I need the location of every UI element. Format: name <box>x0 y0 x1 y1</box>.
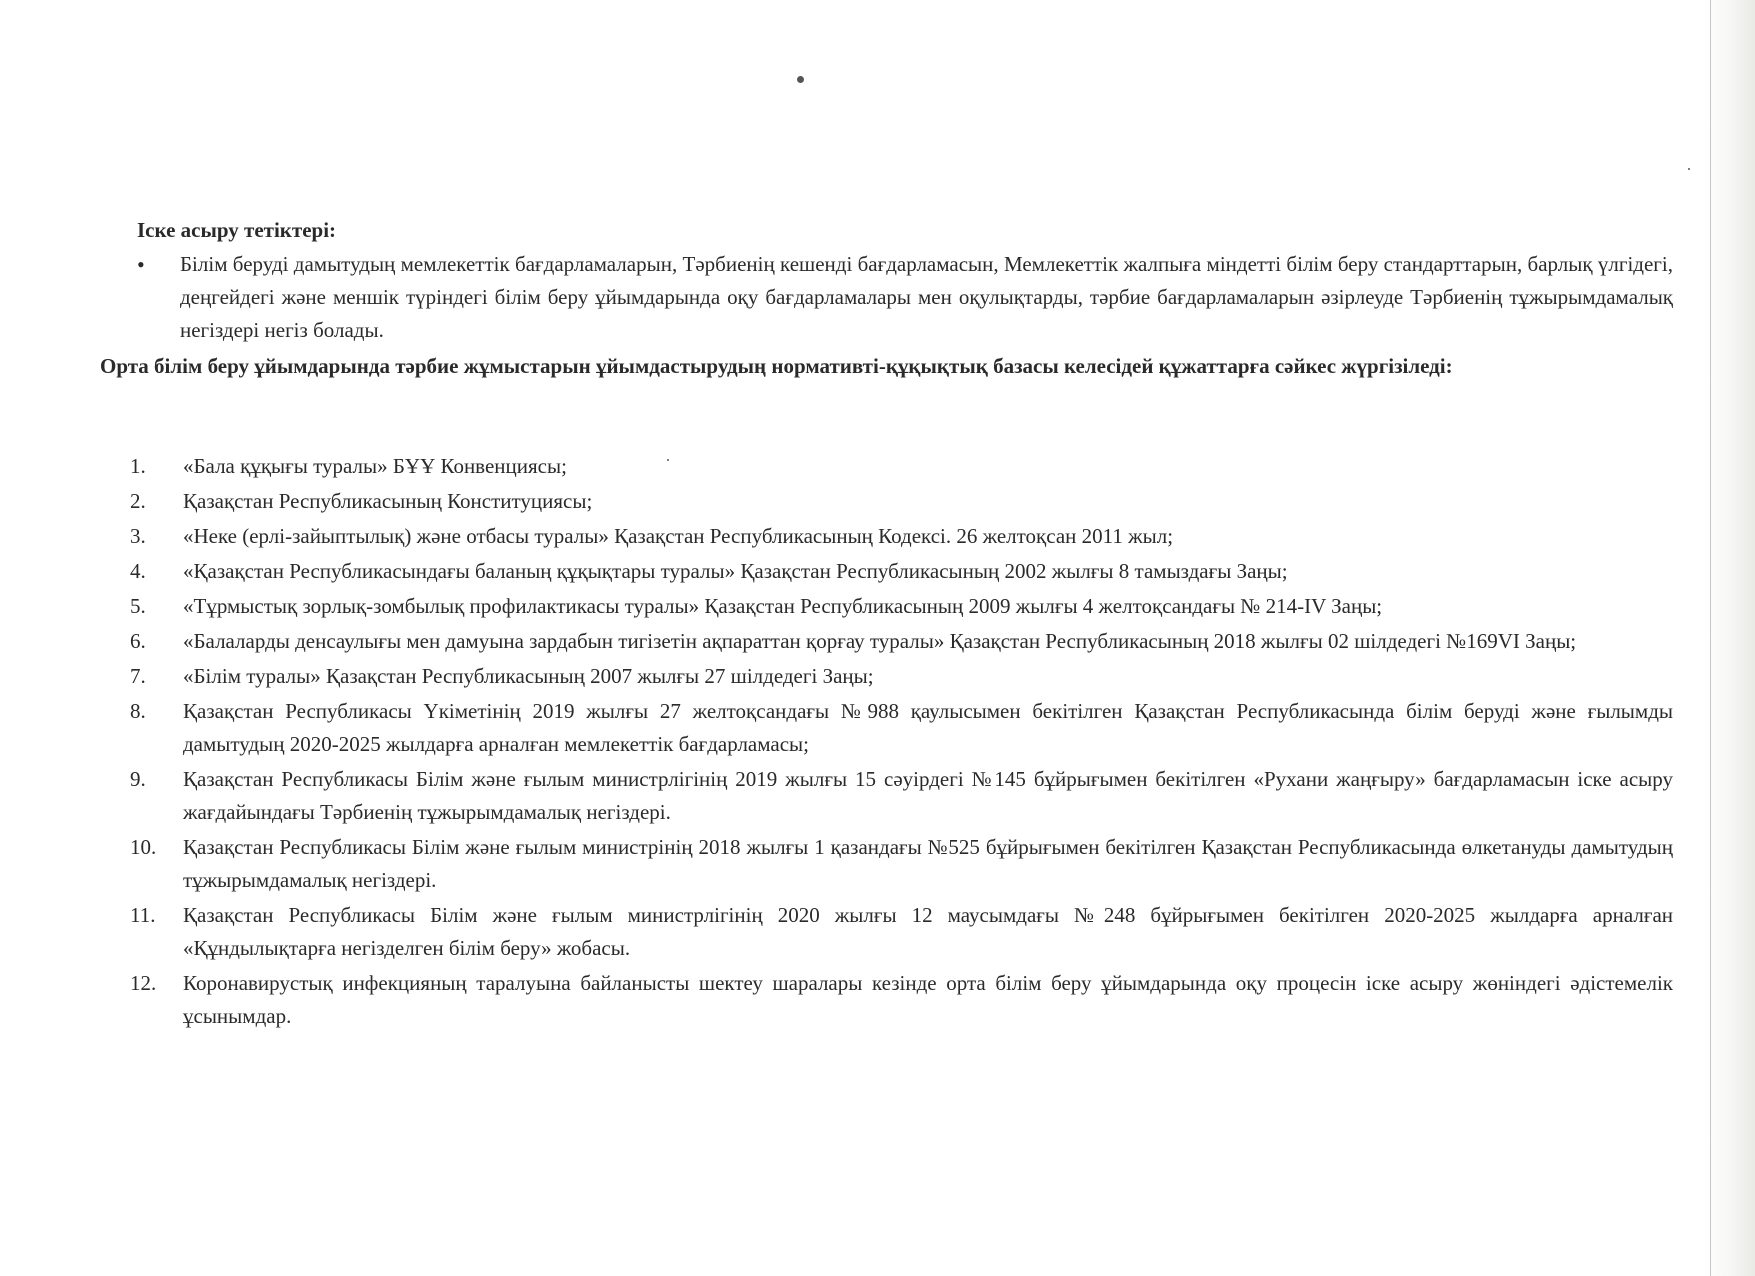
item-number: 10. <box>130 835 157 859</box>
mechanisms-heading: Іске асыру тетіктері: <box>137 218 337 242</box>
item-text: Қазақстан Республикасының Конституциясы; <box>183 489 593 513</box>
item-number: 9. <box>130 767 146 791</box>
item-number: 7. <box>130 664 146 688</box>
item-text: «Неке (ерлі-зайыптылық) және отбасы туралы» Қазақстан Республикасының Кодексі. 26 желтоқсан 2011 жыл; <box>183 524 1174 548</box>
item-number: 2. <box>130 489 146 513</box>
item-number: 4. <box>130 559 146 583</box>
list-item <box>130 520 1673 553</box>
bullet-icon: • <box>137 252 145 277</box>
item-text: Қазақстан Республикасы Білім және ғылым министрлігінің 2020 жылғы 12 маусымдағы №248 бұйрығымен бекітілген 2020-2025 жылдарға арналған «Құндылықтарға негізделген білім беру» жобасы. <box>183 903 1673 960</box>
list-item <box>130 967 1673 1033</box>
item-text: «Білім туралы» Қазақстан Республикасының 2007 жылғы 27 шілдедегі Заңы; <box>183 664 874 688</box>
item-number: 12. <box>130 971 157 995</box>
item-number: 8. <box>130 699 146 723</box>
list-item <box>130 899 1673 965</box>
item-number: 5. <box>130 594 146 618</box>
item-text: «Бала құқығы туралы» БҰҰ Конвенциясы; <box>183 454 567 478</box>
list-item <box>130 555 1673 588</box>
item-number: 6. <box>130 629 146 653</box>
item-text: Қазақстан Республикасы Білім және ғылым министрінің 2018 жылғы 1 қазандағы №525 бұйрығымен бекітілген Қазақстан Республикасында өлкетануды дамытудың тұжырымдамалық негіздері. <box>183 835 1673 892</box>
list-item <box>130 450 1673 483</box>
list-item <box>130 831 1673 897</box>
mechanisms-bullet <box>158 248 1673 347</box>
legal-basis-heading: Орта білім беру ұйымдарында тәрбие жұмыстарын ұйымдастырудың нормативті-құқықтық базасы келесідей құжаттарға сәйкес жүргізіледі: <box>100 354 1453 378</box>
item-number: 3. <box>130 524 146 548</box>
item-text: Қазақстан Республикасы Үкіметінің 2019 жылғы 27 желтоқсандағы №988 қаулысымен бекітілген Қазақстан Республикасында білім беруді және ғылымды дамытудың 2020-2025 жылдарға арналған мемлекеттік бағдарламасы; <box>183 699 1673 756</box>
item-text: Қазақстан Республикасы Білім және ғылым министрлігінің 2019 жылғы 15 сәуірдегі №145 бұйрығымен бекітілген «Рухани жаңғыру» бағдарламасын іске асыру жағдайындағы Тәрбиенің тұжырымдамалық негіздері. <box>183 767 1673 824</box>
list-item <box>130 763 1673 829</box>
item-text: «Тұрмыстық зорлық-зомбылық профилактикасы туралы» Қазақстан Республикасының 2009 жылғы 4 желтоқсандағы № 214-IV Заңы; <box>183 594 1383 618</box>
item-number: 11. <box>130 903 156 927</box>
item-text: Коронавирустық инфекцияның таралуына байланысты шектеу шаралары кезінде орта білім беру ұйымдарында оқу процесін іске асыру жөніндегі әдістемелік ұсынымдар. <box>183 971 1673 1028</box>
list-item <box>130 625 1673 658</box>
list-item <box>130 660 1673 693</box>
legal-documents-list <box>130 450 1673 1035</box>
list-item <box>130 695 1673 761</box>
mechanisms-bullet-text: Білім беруді дамытудың мемлекеттік бағдарламаларын, Тәрбиенің кешенді бағдарламасын, Мемлекеттік жалпыға міндетті білім беру стандарттарын, барлық үлгідегі, деңгейдегі және меншік түріндегі білім беру ұйымдарында оқу бағдарламалары мен оқулықтарды, тәрбие бағдарламаларын әзірлеуде Тәрбиенің тұжырымдамалық негіздері негіз болады. <box>180 252 1673 342</box>
item-text: «Балаларды денсаулығы мен дамуына зардабын тигізетін ақпараттан қорғау туралы» Қазақстан Республикасының 2018 жылғы 02 шілдедегі №169VI Заңы; <box>183 629 1577 653</box>
list-item <box>130 485 1673 518</box>
list-item <box>130 590 1673 623</box>
item-text: «Қазақстан Республикасындағы баланың құқықтары туралы» Қазақстан Республикасының 2002 жылғы 8 тамыздағы Заңы; <box>183 559 1288 583</box>
item-number: 1. <box>130 454 146 478</box>
